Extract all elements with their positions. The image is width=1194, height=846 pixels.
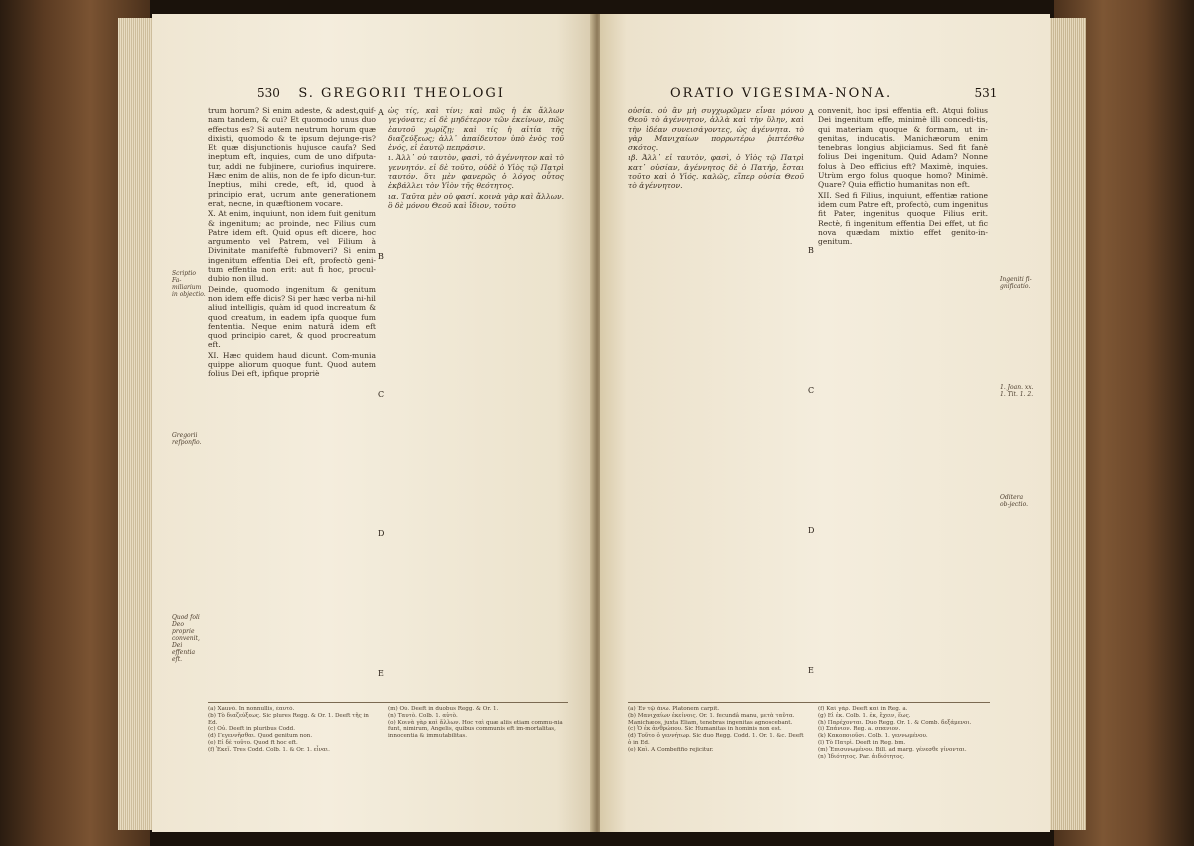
margin-note: Ingeniti fi-gnificatio. — [1000, 276, 1032, 290]
margin-note: Scriptio Fa-miliarium in objectio. — [172, 270, 206, 298]
latin-paragraph: convenit, hoc ipsi effentia eft. Atqui folius Dei ingenitum effe, minimè illi concedi-tis, qui materiam quoque & formam, ut in-genitas, inducatis. Manichæorum enim tenebras longius abjiciamus. Sed fit fanè folius Dei ingenitum. Quid Adam? Nonne folus à Deo efficius eft? Maximè, inquies. Utrùm ergo folus quoque homo? Minimè. Quare? Quia effictio humanitas non eft. — [818, 106, 988, 190]
latin-paragraph: XII. Sed fi Filius, inquiunt, effentiæ ratione idem cum Patre eft, profectò, cum ingenitus fit Pater, ingenitus quoque Filius erit. Rectè, fi ingenitum effentia Dei effet, ut fic nova quædam mixtio effet genito-in-genitum. — [818, 190, 988, 247]
right-running-head — [670, 86, 997, 101]
latin-paragraph: X. At enim, inquiunt, non idem fuit genitum & ingenitum; ac proinde, nec Filius cum Patre idem eft. Quid opus eft dicere, hoc argumento vel Patrem, vel Filium à Divinitate manifeftè fubmoveri? Si enim ingenitum effentia Dei eft, profectò geni-tum effentia non erit: aut fi hoc, procul-dubio non illud. — [208, 209, 376, 284]
footnote: (a) Ἐν τῷ ἄνω. Platonem carpit. — [628, 706, 720, 712]
greek-paragraph: οὐσία. οὐ ἂν μὴ συγχωρῶμεν εἶναι μόνου Θεοῦ τὸ ἀγέννητον, ἀλλὰ καὶ τὴν ὕλην, καὶ τὴν ἰδέαν συνεισάγοντες, ὡς ἀγέννητα. τὸ γὰρ Μανιχαίων πορρωτέρω ῥιπτέσθω σκότος. — [628, 106, 804, 153]
section-letter: A — [378, 108, 384, 117]
left-running-head — [257, 86, 505, 101]
right-footnotes — [818, 706, 988, 796]
footnote: (f) Καὶ γὰρ. Deeft καὶ in Reg. a. — [818, 706, 908, 712]
footnote: (o) Κοινὰ γὰρ καὶ ἄλλων. Hoc ταὶ quæ aliis etiam commu-nia funt, nimirum, Angelis, quibus communis eft im-mortalitas, innocentia & immutabilitas. — [388, 719, 563, 740]
footnote-rule — [208, 702, 568, 703]
section-letter: D — [808, 526, 815, 535]
section-letter: E — [808, 666, 814, 675]
footnote: (k) Κακοποιοῦσι. Colb. 1. γεννωμένου. — [818, 733, 928, 740]
latin-paragraph: Deinde, quomodo ingenitum & genitum non idem effe dicis? Si per hæc verba ni-hil aliud intelligis, quàm id quod increatum & quod creatum, in eadem ipfa quoque fum fententia. Neque enim naturâ idem eft quod principio caret, & quod procreatum eft. — [208, 284, 376, 350]
margin-note: Gregorii refponfio. — [172, 432, 202, 446]
footnote: (i) Σπάνιον. Reg. a. σπανιον. — [818, 726, 901, 733]
latin-column — [208, 106, 376, 696]
greek-paragraph: ια. Ταῦτα μὲν οὐ φασί. κοινὰ γὰρ καὶ ἄλλων. ὃ δὲ μόνου Θεοῦ καὶ ἴδιον, τοῦτο — [388, 191, 564, 210]
right-footnotes-greek — [628, 706, 804, 796]
greek-paragraph: ὡς τίς, καὶ τίνι; καὶ πῶς ἡ ἐκ ἄλλων γεγόνατε; εἰ δὲ μηδέτερον τῶν ἐκείνων, πῶς ἑαυτοῦ χωρίζῃ; καὶ τίς ἡ αἰτία τῆς διαζεύξεως; ἀλλ᾽ ἀπαίδευτον ὑπὸ ἑνὸς τοῦ ἑνός, εἰ ἑαυτῷ πεπράσιν. — [388, 106, 564, 153]
section-letter: B — [808, 246, 814, 255]
latin-paragraph: trum horum? Si enim adeste, & adest,quif-nam tandem, & cui? Et quomodo unus duo effectus es? Si autem neutrum horum quæ dixisti, quomodo & te ipsum dejunge-ris? Et quæ disjunctionis hujusce caufa? Sed ineptum eft, inquies, cum de uno difputa-tur, addi ne fubjinere, curiofius inquirere. Hæc enim de aliis, non de fe ipfo dicun-tur. Ineptius, mihi crede, eft, id, quod à principio erat, ucrum ante generationem erat, necne, in quæftionem vocare. — [208, 106, 376, 208]
footnote: (a) Xauνό. In nonnullis, ἑαυτό. — [208, 706, 295, 712]
footnote: (c) Ὁ ἐκ ἀνθρώπου. Sic Humanitas in hominis non est. — [628, 726, 782, 733]
footnote: (n) Ταυτὸ. Colb. 1. αὐτὸ. — [388, 712, 458, 719]
margin-note: Oditera ob-jectio. — [1000, 494, 1028, 508]
footnote: (c) Οὐ. Deeft in pluribus Codd. — [208, 726, 296, 733]
section-letter: D — [378, 529, 385, 538]
footnote: (g) Εἰ ἐκ. Colb. 1. ἐκ, ἔχειν, ἕως. — [818, 712, 911, 719]
footnote: (m) Ἐπισυνωμένου. Bill. ad marg. γένεσθε γίνονται. — [818, 746, 967, 753]
footnote: (m) Οὐ. Deeft in duobus Regg. & Or. 1. — [388, 706, 499, 712]
section-letter: C — [808, 386, 815, 395]
footnote: (e) Εἰ δὲ τοῦτο. Quod ft hoc eft. — [208, 739, 298, 746]
footnote: (b) Μανιχαίων ἐκείνοις. Or. 1. fecundâ manu, μετὰ ταῦτα. Manichæos, juxta Eliam, tenebras ingenitas agnoscebant. — [628, 712, 795, 726]
right-page-number: 531 — [974, 86, 998, 100]
left-title: S. GREGORII THEOLOGI — [298, 86, 505, 101]
footnote: (e) Καὶ. A Combefifio rejicitur. — [628, 746, 714, 753]
greek-paragraph: ιβ. Ἀλλ᾽ εἰ ταυτὸν, φασὶ, ὁ Υἱὸς τῷ Πατρὶ κατ᾽ οὐσίαν, ἀγέννητος δὲ ὁ Πατήρ, ἔσται τοῦτο καὶ ὁ Υἱός. καλῶς, εἴπερ οὐσία Θεοῦ τὸ ἀγέννητον. — [628, 153, 804, 191]
left-footnotes — [208, 706, 376, 796]
footnote: (b) Τὸ διαζεύξεως. Sic plures Regg. & Or. 1. Deeft τῆς in Ed. — [208, 712, 369, 726]
left-footnotes-greek — [388, 706, 564, 796]
footnote: (l) Τὸ Πατρὶ. Deeft in Reg. bm. — [818, 739, 906, 746]
left-page-number: 530 — [257, 86, 280, 100]
footnote-rule — [628, 702, 990, 703]
greek-column — [628, 106, 804, 696]
right-page — [600, 14, 1050, 832]
latin-column — [818, 106, 988, 696]
section-letter: E — [378, 669, 384, 678]
footnote: (d) Γεγεννῆσθαι. Quod genitum non. — [208, 733, 313, 740]
footnote: (n) Ἰδιότητος. Par. ἀιδιότητος. — [818, 753, 905, 760]
footnote: (f) Ἐκεῖ. Tres Codd. Colb. 1. & Or. 1. εἶναι. — [208, 746, 330, 753]
greek-paragraph: ι. Ἀλλ᾽ οὐ ταυτὸν, φασὶ, τὸ ἀγέννητον καὶ τὸ γεννητόν. εἰ δὲ τοῦτο, οὐδὲ ὁ Υἱὸς τῷ Πατρὶ ταυτόν. ὅτι μὲν φανερῶς ὁ λόγος οὗτος ἐκβάλλει τὸν Υἱὸν τῆς θεότητος. — [388, 153, 564, 191]
section-letter: B — [378, 252, 384, 261]
section-letter: A — [808, 108, 814, 117]
right-title: ORATIO VIGESIMA-NONA. — [670, 86, 893, 101]
margin-note: 1. Joan. xx. 1. Tit. 1. 2. — [1000, 384, 1034, 398]
section-letter: C — [378, 390, 385, 399]
left-page — [152, 14, 592, 832]
margin-note: Quod foli Deo proprie convenit, Dei effentia eft. — [172, 614, 200, 663]
latin-paragraph: XI. Hæc quidem haud dicunt. Com-munia quippe aliorum quoque funt. Quod autem folius Dei eft, ipfique propriè — [208, 350, 376, 379]
footnote: (h) Παρέχονται. Duo Regg. Or. 1. & Comb. δεξάμενοι. — [818, 719, 972, 726]
footnote: (d) Τοῦτο ὁ γεννήτωρ. Sic duo Regg. Codd. 1. Or. 1. &c. Deeft ὁ in Ed. — [628, 733, 804, 746]
greek-column — [388, 106, 564, 696]
